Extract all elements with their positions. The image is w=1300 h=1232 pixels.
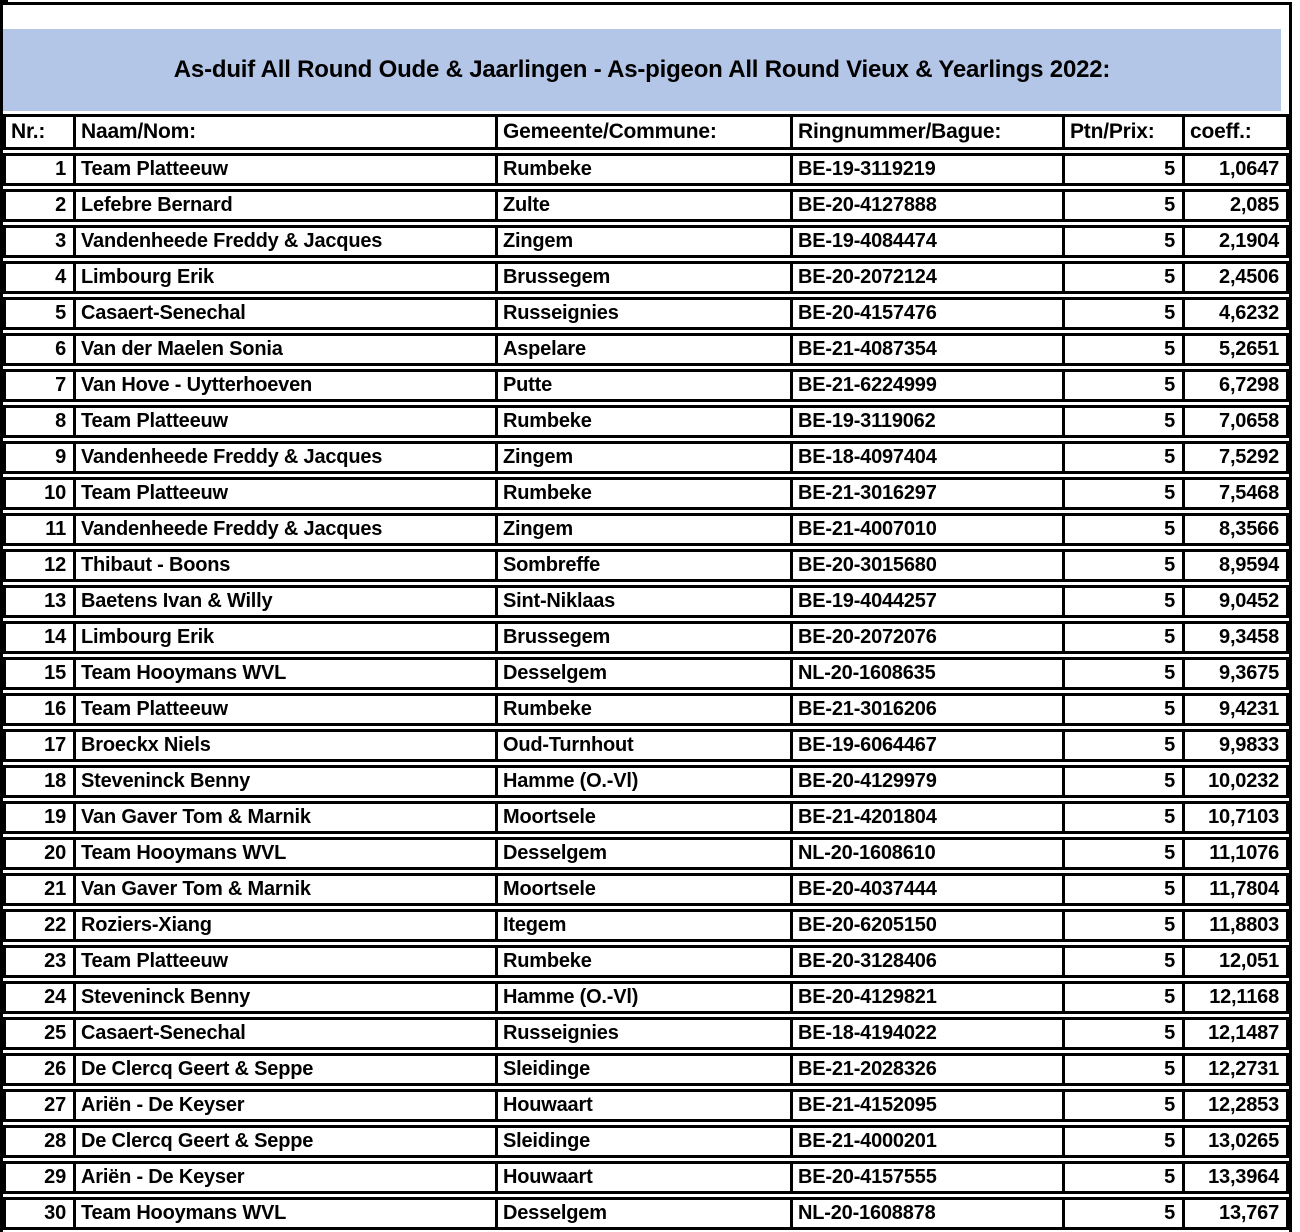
cell-gemeente: Russeignies — [495, 1017, 790, 1050]
cell-gemeente: Moortsele — [495, 801, 790, 834]
cell-ringnummer: BE-20-4129979 — [790, 765, 1062, 798]
cell-ptn: 5 — [1062, 1125, 1182, 1158]
cell-ptn: 5 — [1062, 261, 1182, 294]
cell-naam: Vandenheede Freddy & Jacques — [73, 441, 495, 474]
table-header — [3, 114, 1289, 150]
table-row — [3, 333, 1289, 366]
table-row — [3, 153, 1289, 186]
cell-nr: 10 — [3, 477, 73, 510]
cell-nr: 24 — [3, 981, 73, 1014]
table-row — [3, 1053, 1289, 1086]
cell-ptn: 5 — [1062, 981, 1182, 1014]
table-row — [3, 693, 1289, 726]
cell-nr: 23 — [3, 945, 73, 978]
cell-nr: 25 — [3, 1017, 73, 1050]
title-band — [3, 29, 1281, 111]
cell-naam: Team Hooymans WVL — [73, 657, 495, 690]
cell-naam: Van Gaver Tom & Marnik — [73, 801, 495, 834]
cell-gemeente: Houwaart — [495, 1089, 790, 1122]
cell-naam: Van der Maelen Sonia — [73, 333, 495, 366]
cell-ringnummer: BE-20-4157555 — [790, 1161, 1062, 1194]
cell-ptn: 5 — [1062, 873, 1182, 906]
table-row — [3, 621, 1289, 654]
cell-coeff: 7,5292 — [1182, 441, 1289, 474]
cell-gemeente: Brussegem — [495, 261, 790, 294]
cell-naam: Ariën - De Keyser — [73, 1089, 495, 1122]
cell-ringnummer: BE-18-4194022 — [790, 1017, 1062, 1050]
cell-naam: De Clercq Geert & Seppe — [73, 1125, 495, 1158]
cell-gemeente: Hamme (O.-Vl) — [495, 765, 790, 798]
cell-coeff: 13,3964 — [1182, 1161, 1289, 1194]
cell-nr: 28 — [3, 1125, 73, 1158]
cell-coeff: 9,4231 — [1182, 693, 1289, 726]
cell-nr: 1 — [3, 153, 73, 186]
cell-naam: Thibaut - Boons — [73, 549, 495, 582]
cell-gemeente: Sleidinge — [495, 1125, 790, 1158]
cell-ptn: 5 — [1062, 1017, 1182, 1050]
table-row — [3, 729, 1289, 762]
cell-gemeente: Oud-Turnhout — [495, 729, 790, 762]
cell-naam: Roziers-Xiang — [73, 909, 495, 942]
table-row — [3, 369, 1289, 402]
cell-gemeente: Zingem — [495, 513, 790, 546]
cell-ptn: 5 — [1062, 441, 1182, 474]
table-row — [3, 873, 1289, 906]
cell-ringnummer: BE-20-4157476 — [790, 297, 1062, 330]
cell-nr: 15 — [3, 657, 73, 690]
cell-naam: Vandenheede Freddy & Jacques — [73, 225, 495, 258]
cell-ptn: 5 — [1062, 945, 1182, 978]
col-header-ptn: Ptn/Prix: — [1062, 114, 1182, 150]
cell-nr: 21 — [3, 873, 73, 906]
cell-gemeente: Rumbeke — [495, 477, 790, 510]
table-row — [3, 513, 1289, 546]
cell-coeff: 7,5468 — [1182, 477, 1289, 510]
cell-ptn: 5 — [1062, 1089, 1182, 1122]
table-row — [3, 441, 1289, 474]
cell-naam: Van Hove - Uytterhoeven — [73, 369, 495, 402]
cell-coeff: 7,0658 — [1182, 405, 1289, 438]
cell-coeff: 11,8803 — [1182, 909, 1289, 942]
table-row — [3, 1197, 1289, 1230]
cell-naam: Vandenheede Freddy & Jacques — [73, 513, 495, 546]
cell-ptn: 5 — [1062, 513, 1182, 546]
cell-coeff: 13,767 — [1182, 1197, 1289, 1230]
cell-naam: Van Gaver Tom & Marnik — [73, 873, 495, 906]
cell-gemeente: Zingem — [495, 441, 790, 474]
cell-coeff: 11,7804 — [1182, 873, 1289, 906]
cell-ringnummer: BE-21-4087354 — [790, 333, 1062, 366]
cell-gemeente: Desselgem — [495, 1197, 790, 1230]
cell-ptn: 5 — [1062, 909, 1182, 942]
table-row — [3, 657, 1289, 690]
cell-coeff: 12,1487 — [1182, 1017, 1289, 1050]
cell-ringnummer: BE-18-4097404 — [790, 441, 1062, 474]
cell-nr: 16 — [3, 693, 73, 726]
table-row — [3, 225, 1289, 258]
cell-ptn: 5 — [1062, 837, 1182, 870]
cell-ringnummer: BE-19-6064467 — [790, 729, 1062, 762]
cell-coeff: 2,1904 — [1182, 225, 1289, 258]
cell-ptn: 5 — [1062, 1053, 1182, 1086]
cell-naam: Lefebre Bernard — [73, 189, 495, 222]
cell-naam: Team Hooymans WVL — [73, 837, 495, 870]
cell-gemeente: Sombreffe — [495, 549, 790, 582]
cell-coeff: 11,1076 — [1182, 837, 1289, 870]
cell-nr: 9 — [3, 441, 73, 474]
col-header-ringnummer: Ringnummer/Bague: — [790, 114, 1062, 150]
cell-nr: 8 — [3, 405, 73, 438]
cell-coeff: 2,085 — [1182, 189, 1289, 222]
cell-gemeente: Houwaart — [495, 1161, 790, 1194]
cell-ringnummer: BE-20-2072124 — [790, 261, 1062, 294]
cell-coeff: 8,3566 — [1182, 513, 1289, 546]
cell-ringnummer: BE-21-3016206 — [790, 693, 1062, 726]
cell-nr: 13 — [3, 585, 73, 618]
cell-naam: Casaert-Senechal — [73, 1017, 495, 1050]
col-header-naam: Naam/Nom: — [73, 114, 495, 150]
cell-naam: De Clercq Geert & Seppe — [73, 1053, 495, 1086]
cell-nr: 30 — [3, 1197, 73, 1230]
cell-ptn: 5 — [1062, 549, 1182, 582]
cell-gemeente: Moortsele — [495, 873, 790, 906]
cell-coeff: 12,051 — [1182, 945, 1289, 978]
cell-coeff: 5,2651 — [1182, 333, 1289, 366]
cell-naam: Team Platteeuw — [73, 477, 495, 510]
cell-gemeente: Sint-Niklaas — [495, 585, 790, 618]
cell-ringnummer: BE-19-3119219 — [790, 153, 1062, 186]
table-row — [3, 1089, 1289, 1122]
cell-nr: 19 — [3, 801, 73, 834]
table-row — [3, 801, 1289, 834]
cell-ringnummer: BE-21-4007010 — [790, 513, 1062, 546]
cell-nr: 2 — [3, 189, 73, 222]
cell-coeff: 12,2853 — [1182, 1089, 1289, 1122]
cell-ptn: 5 — [1062, 1197, 1182, 1230]
cell-gemeente: Rumbeke — [495, 153, 790, 186]
cell-ringnummer: BE-20-3015680 — [790, 549, 1062, 582]
cell-ringnummer: BE-21-3016297 — [790, 477, 1062, 510]
cell-ringnummer: NL-20-1608635 — [790, 657, 1062, 690]
cell-nr: 20 — [3, 837, 73, 870]
cell-ringnummer: BE-20-6205150 — [790, 909, 1062, 942]
table-row — [3, 1017, 1289, 1050]
cell-ringnummer: BE-21-4000201 — [790, 1125, 1062, 1158]
cell-nr: 4 — [3, 261, 73, 294]
cell-gemeente: Desselgem — [495, 657, 790, 690]
cell-coeff: 6,7298 — [1182, 369, 1289, 402]
results-table — [3, 111, 1289, 1232]
cell-nr: 17 — [3, 729, 73, 762]
table-row — [3, 837, 1289, 870]
cell-coeff: 9,3458 — [1182, 621, 1289, 654]
header-row — [3, 114, 1289, 150]
cell-naam: Steveninck Benny — [73, 981, 495, 1014]
cell-gemeente: Sleidinge — [495, 1053, 790, 1086]
cell-ringnummer: BE-20-4037444 — [790, 873, 1062, 906]
cell-ptn: 5 — [1062, 1161, 1182, 1194]
col-header-gemeente: Gemeente/Commune: — [495, 114, 790, 150]
cell-nr: 29 — [3, 1161, 73, 1194]
cell-coeff: 8,9594 — [1182, 549, 1289, 582]
cell-gemeente: Zulte — [495, 189, 790, 222]
cell-nr: 7 — [3, 369, 73, 402]
table-row — [3, 1125, 1289, 1158]
cell-ringnummer: BE-19-4044257 — [790, 585, 1062, 618]
cell-gemeente: Russeignies — [495, 297, 790, 330]
table-row — [3, 549, 1289, 582]
cell-coeff: 1,0647 — [1182, 153, 1289, 186]
cell-ringnummer: BE-21-2028326 — [790, 1053, 1062, 1086]
cell-coeff: 10,0232 — [1182, 765, 1289, 798]
cell-ptn: 5 — [1062, 729, 1182, 762]
cell-ringnummer: NL-20-1608610 — [790, 837, 1062, 870]
table-row — [3, 1161, 1289, 1194]
cell-nr: 18 — [3, 765, 73, 798]
cell-ringnummer: BE-19-3119062 — [790, 405, 1062, 438]
col-header-coeff: coeff.: — [1182, 114, 1289, 150]
cell-gemeente: Rumbeke — [495, 405, 790, 438]
cell-naam: Steveninck Benny — [73, 765, 495, 798]
cell-naam: Limbourg Erik — [73, 261, 495, 294]
cell-naam: Team Hooymans WVL — [73, 1197, 495, 1230]
table-body — [3, 153, 1289, 1230]
cell-ringnummer: BE-20-2072076 — [790, 621, 1062, 654]
cell-nr: 3 — [3, 225, 73, 258]
cell-ptn: 5 — [1062, 297, 1182, 330]
cell-coeff: 4,6232 — [1182, 297, 1289, 330]
cell-naam: Team Platteeuw — [73, 945, 495, 978]
cell-gemeente: Hamme (O.-Vl) — [495, 981, 790, 1014]
cell-ringnummer: BE-21-4152095 — [790, 1089, 1062, 1122]
table-frame — [0, 2, 1292, 1232]
cell-ptn: 5 — [1062, 225, 1182, 258]
top-margin-strip — [3, 5, 1289, 29]
cell-naam: Baetens Ivan & Willy — [73, 585, 495, 618]
cell-nr: 12 — [3, 549, 73, 582]
cell-ringnummer: NL-20-1608878 — [790, 1197, 1062, 1230]
table-row — [3, 477, 1289, 510]
table-row — [3, 945, 1289, 978]
cell-coeff: 2,4506 — [1182, 261, 1289, 294]
cell-ringnummer: BE-20-4129821 — [790, 981, 1062, 1014]
cell-ptn: 5 — [1062, 333, 1182, 366]
cell-ringnummer: BE-20-3128406 — [790, 945, 1062, 978]
cell-nr: 11 — [3, 513, 73, 546]
cell-naam: Team Platteeuw — [73, 693, 495, 726]
cell-gemeente: Brussegem — [495, 621, 790, 654]
cell-ringnummer: BE-21-6224999 — [790, 369, 1062, 402]
cell-gemeente: Aspelare — [495, 333, 790, 366]
cell-naam: Limbourg Erik — [73, 621, 495, 654]
table-row — [3, 765, 1289, 798]
cell-gemeente: Rumbeke — [495, 693, 790, 726]
table-row — [3, 585, 1289, 618]
cell-gemeente: Zingem — [495, 225, 790, 258]
table-row — [3, 909, 1289, 942]
table-row — [3, 297, 1289, 330]
cell-naam: Casaert-Senechal — [73, 297, 495, 330]
table-row — [3, 261, 1289, 294]
cell-ptn: 5 — [1062, 153, 1182, 186]
cell-nr: 26 — [3, 1053, 73, 1086]
cell-coeff: 13,0265 — [1182, 1125, 1289, 1158]
cell-coeff: 12,2731 — [1182, 1053, 1289, 1086]
cell-naam: Team Platteeuw — [73, 153, 495, 186]
cell-ptn: 5 — [1062, 369, 1182, 402]
cell-ringnummer: BE-20-4127888 — [790, 189, 1062, 222]
cell-nr: 27 — [3, 1089, 73, 1122]
cell-coeff: 9,0452 — [1182, 585, 1289, 618]
cell-ptn: 5 — [1062, 189, 1182, 222]
cell-gemeente: Itegem — [495, 909, 790, 942]
cell-ptn: 5 — [1062, 621, 1182, 654]
cell-nr: 22 — [3, 909, 73, 942]
page-title: As-duif All Round Oude & Jaarlingen - As-pigeon All Round Vieux & Yearlings 2022: — [173, 56, 1111, 83]
cell-nr: 5 — [3, 297, 73, 330]
cell-coeff: 10,7103 — [1182, 801, 1289, 834]
table-row — [3, 981, 1289, 1014]
cell-ptn: 5 — [1062, 765, 1182, 798]
table-row — [3, 189, 1289, 222]
cell-ringnummer: BE-19-4084474 — [790, 225, 1062, 258]
cell-naam: Ariën - De Keyser — [73, 1161, 495, 1194]
cell-ptn: 5 — [1062, 657, 1182, 690]
cell-ringnummer: BE-21-4201804 — [790, 801, 1062, 834]
cell-gemeente: Putte — [495, 369, 790, 402]
cell-gemeente: Rumbeke — [495, 945, 790, 978]
cell-ptn: 5 — [1062, 693, 1182, 726]
cell-nr: 14 — [3, 621, 73, 654]
cell-naam: Broeckx Niels — [73, 729, 495, 762]
col-header-nr: Nr.: — [3, 114, 73, 150]
cell-naam: Team Platteeuw — [73, 405, 495, 438]
cell-coeff: 12,1168 — [1182, 981, 1289, 1014]
cell-nr: 6 — [3, 333, 73, 366]
cell-ptn: 5 — [1062, 801, 1182, 834]
cell-gemeente: Desselgem — [495, 837, 790, 870]
cell-coeff: 9,3675 — [1182, 657, 1289, 690]
cell-coeff: 9,9833 — [1182, 729, 1289, 762]
cell-ptn: 5 — [1062, 585, 1182, 618]
table-row — [3, 405, 1289, 438]
cell-ptn: 5 — [1062, 405, 1182, 438]
cell-ptn: 5 — [1062, 477, 1182, 510]
